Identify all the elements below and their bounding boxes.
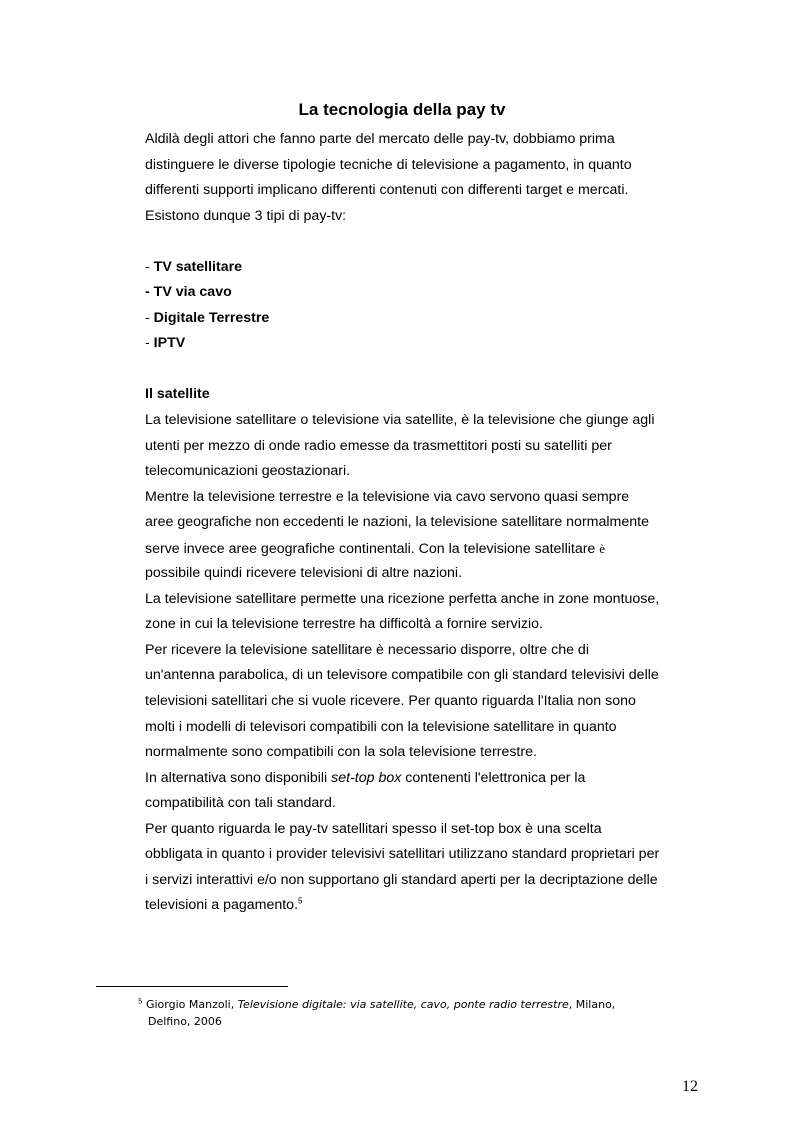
emphasis-set-top-box: set-top box bbox=[331, 769, 402, 786]
footnote bbox=[138, 996, 698, 1030]
paragraph-line: La televisione satellitare permette una ricezione perfetta anche in zone montuose, bbox=[145, 590, 660, 607]
paragraph-line: i servizi interattivi e/o non supportano gli standard aperti per la decriptazione delle bbox=[145, 871, 658, 888]
blank-line bbox=[145, 357, 685, 383]
footnote-book-title: Televisione digitale: via satellite, cavo, ponte radio terrestre bbox=[237, 998, 569, 1011]
paragraph-line: telecomunicazioni geostazionari. bbox=[145, 463, 351, 480]
paragraph-line: Mentre la televisione terrestre e la televisione via cavo servono quasi sempre bbox=[145, 488, 630, 505]
section-heading: Il satellite bbox=[145, 386, 210, 403]
list-item bbox=[145, 306, 685, 332]
paragraph-line: possibile quindi ricevere televisioni di altre nazioni. bbox=[145, 565, 463, 582]
footnote-publisher: Delfino, 2006 bbox=[148, 1015, 222, 1028]
intro-line: Esistono dunque 3 tipi di pay-tv: bbox=[145, 207, 347, 224]
paragraph-line: obbligata in quanto i provider televisivi satellitari utilizzano standard proprietari per bbox=[145, 846, 660, 863]
paragraph-line: compatibilità con tali standard. bbox=[145, 795, 336, 812]
list-item-label: IPTV bbox=[153, 335, 186, 352]
intro-line: Aldilà degli attori che fanno parte del mercato delle pay-tv, dobbiamo prima bbox=[145, 131, 615, 147]
paragraph-line: aree geografiche non eccedenti le nazioni, la televisione satellitare normalmente bbox=[145, 514, 649, 531]
list-dash: - bbox=[145, 258, 154, 275]
list-dash: - bbox=[145, 309, 154, 326]
list-item-label: TV satellitare bbox=[153, 258, 242, 275]
footnote-first-line bbox=[138, 998, 615, 1011]
footnote-mark: 5 bbox=[138, 997, 143, 1006]
list-item-label: TV via cavo bbox=[153, 284, 232, 301]
paragraph-line: Per ricevere la televisione satellitare è necessario disporre, oltre che di bbox=[145, 641, 589, 658]
footnote-separator bbox=[96, 986, 288, 987]
paragraph-line bbox=[145, 536, 685, 562]
list-dash: - bbox=[145, 284, 154, 301]
list-item-label: Digitale Terrestre bbox=[153, 309, 270, 326]
intro-line: distinguere le diverse tipologie tecniche di televisione a pagamento, in quanto bbox=[145, 156, 632, 173]
list-item bbox=[145, 331, 685, 357]
paragraph-line: televisioni satellitari che si vuole ricevere. Per quanto riguarda l'Italia non sono bbox=[145, 693, 636, 710]
paragraph-line: molti i modelli di televisori compatibili con la televisione satellitare in quanto bbox=[145, 718, 617, 735]
blank-line bbox=[145, 229, 685, 255]
paragraph-line: normalmente sono compatibili con la sola televisione terrestre. bbox=[145, 744, 537, 761]
paragraph-text: In alternativa sono disponibili bbox=[145, 769, 332, 786]
body-text bbox=[145, 127, 685, 919]
list-dash: - bbox=[145, 335, 154, 352]
page-number: 12 bbox=[682, 1078, 698, 1095]
list-item bbox=[145, 255, 685, 281]
paragraph-line bbox=[145, 893, 685, 919]
list-item bbox=[145, 280, 685, 306]
paragraph-line: La televisione satellitare o televisione via satellite, è la televisione che giunge agli bbox=[145, 412, 655, 429]
footnote-reference: 5 bbox=[298, 896, 303, 906]
intro-line: differenti supporti implicano differenti contenuti con differenti target e mercati. bbox=[145, 182, 629, 199]
paragraph-serif-char: è bbox=[599, 540, 606, 556]
paragraph-line: zone in cui la televisione terrestre ha difficoltà a fornire servizio. bbox=[145, 616, 543, 633]
paragraph-line bbox=[145, 766, 685, 792]
footnote-place: , Milano, bbox=[568, 998, 616, 1011]
page-title-text: La tecnologia della pay tv bbox=[298, 100, 506, 119]
paragraph-line: utenti per mezzo di onde radio emesse da trasmettitori posti su satelliti per bbox=[145, 437, 612, 454]
paragraph-line: Per quanto riguarda le pay-tv satellitari spesso il set-top box è una scelta bbox=[145, 820, 602, 837]
footnote-author: Giorgio Manzoli, bbox=[142, 998, 238, 1011]
paragraph-text: serve invece aree geografiche continentali. Con la televisione satellitare bbox=[145, 540, 600, 557]
paragraph-text: contenenti l'elettronica per la bbox=[401, 769, 586, 786]
page-title bbox=[0, 98, 794, 122]
paragraph-text: televisioni a pagamento. bbox=[145, 897, 299, 914]
paragraph-line: un'antenna parabolica, di un televisore compatibile con gli standard televisivi delle bbox=[145, 667, 659, 684]
